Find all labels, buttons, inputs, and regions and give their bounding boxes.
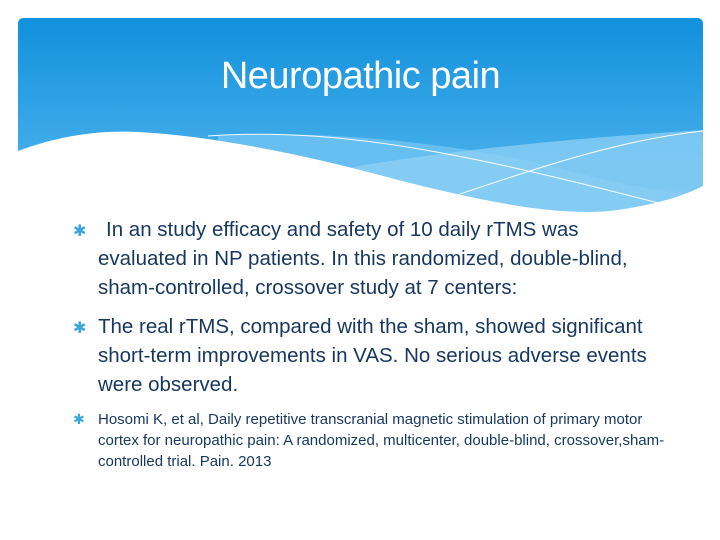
bullet-text: The real rTMS, compared with the sham, showed significant short-term improvements in VAS. No serious adverse events were observed. bbox=[98, 315, 647, 396]
bullet-item bbox=[73, 215, 673, 302]
asterisk-bullet-icon: ✱ bbox=[73, 223, 87, 240]
citation-text: Hosomi K, et al, Daily repetitive transcranial magnetic stimulation of primary motor cortex for neuropathic pain: A randomized, multicenter, double-blind, crossover,sham-controlled trial. Pain. 2013 bbox=[98, 411, 665, 470]
bullet-text: In an study efficacy and safety of 10 daily rTMS was evaluated in NP patients. In this randomized, double-blind, sham-controlled, crossover study at 7 centers: bbox=[98, 218, 628, 299]
asterisk-bullet-icon: ✱ bbox=[73, 411, 85, 427]
bullet-list bbox=[73, 215, 673, 472]
asterisk-bullet-icon: ✱ bbox=[73, 320, 87, 337]
bullet-item bbox=[73, 312, 673, 399]
slide-title: Neuropathic pain bbox=[220, 55, 501, 97]
citation-item bbox=[73, 409, 673, 472]
